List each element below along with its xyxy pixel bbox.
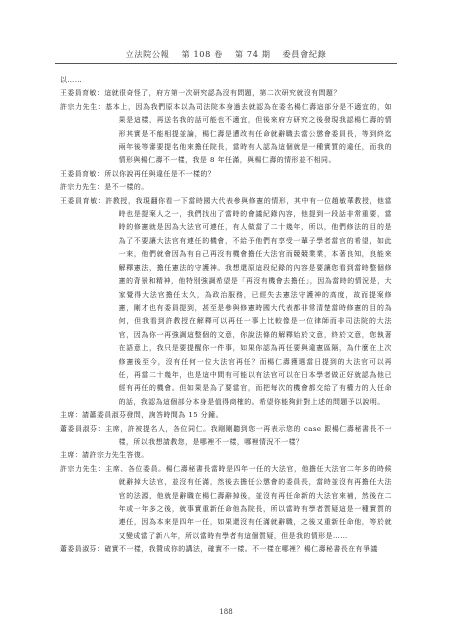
transcript-body [60,74,392,557]
page-header [0,49,452,60]
transcript-paragraph: 許宗力先生：基本上，因為我們原本以為司法院本身過去就認為在委名楊仁壽這部分是不適宜的，如果是這樣，再送名我的話可能也不適宜，但後來府方研究之後發現我認楊仁壽的情形其實是不能相提並論，楊仁壽是遭改有任命就辭職去當公懲會委員長，等到終迄兩年後等審要提名他來擔任院長，當時有人認為這個就是一種實質的違任，而我的情形與楊仁壽不一樣，我是 8 年任滿，與楊仁壽的情形並不相同。 [60,102,392,165]
transcript-paragraph: 王委員育敏：所以你說再任與違任是不一樣的？ [60,169,216,178]
transcript-paragraph: 以…… [60,76,83,84]
transcript-paragraph: 王委員育敏：許教授，我現翻你看一下當時國大代表參與修憲的情形，其中有一位趙敏華教授，他當時也是提案人之一，我們找出了當時的會議紀錄內容，他提到一段話非常重要，當時的修憲就是因為大法官可連任，有人做當了二十幾年，所以，他們修法的目的是為了不要讓大法官有連任的機會，不給予他們有享受一輩子學者當官的希望，如此一來，他們就會因為有自己再沒有機會擔任大法官而競競業業，本著良知，良能來解釋憲法，擔任憲法的守護神。我想還原這段紀錄的內容是要讓您看到當時整個修憲的背景和精神，他特別強調希望是「再沒有機會去擔任」，因為當時的情況是，大家覺得大法官擔任太久，為政治服務，已經失去憲法守護神的高度，故而提案修憲，剛才也有委員提到，甚至是參與修憲時國大代表都非常清楚當時修憲的目的為何，但我看到許教授在解釋可以再任一事上比較像是一位律師而非司法院的大法官，因為你一再強調這整個的文意，你說法條的解釋始於文意，終於文意，您執著在語意上，我只是要提醒你一件事，如果你認為再任要與違憲區隔，為什麼在上次修憲後至今，沒有任何一位大法官再任？而楊仁壽獲選當日提到的大法官可以再任，再當二十幾年，也是這中間有可能以有法官可以在日本學者做正好就認為他已經有再任的機會。但如果是為了要當官，而把每次的機會都交給了有權力的人任命的話，我認為這個部分本身是值得商榷的。希望你能夠針對上述的問題予以說明。 [60,196,392,406]
transcript-paragraph: 王委員育敏：這就很奇怪了，府方第一次研究認為沒有問題，第二次研究就沒有問題？ [60,89,341,98]
transcript-paragraph: 許宗力先生：主席、各位委員。楊仁壽秘書長當時是四年一任的大法官，他擔任大法官二年多的時候就辭掉大法官，並沒有任滿，然後去擔任公懲會的委員長，當時並沒有再擔任大法官的法源，他就是辭職在楊仁壽辭掉後，並沒有再任命新的大法官來補，然後在二年或一年多之後，就事實重新任命他為院長，所以當時有學者質疑這是一種實質的連任，因為本來是四年一任，如果還沒有任滿就辭職，之後又重新任命他，等於就又變成當了新八年，所以當時有學者有這個質疑，但是我的情形是…… [60,464,392,540]
page-number: 188 [219,608,233,616]
transcript-paragraph: 蕭委員淑芬：確實不一樣，我贊成你的講法，確實不一樣。不一樣在哪裡？楊仁壽秘書長在有爭議 [60,545,378,554]
issue-number: 第 74 期 [234,49,271,59]
transcript-paragraph: 主席：請蕭委員淑芬發問，詢答時間為 15 分鐘。 [60,411,223,420]
section-name: 委員會紀錄 [282,49,327,59]
publication-name: 立法院公報 [125,49,170,59]
volume-number: 第 108 卷 [181,49,223,59]
header-rule [55,63,397,64]
transcript-paragraph: 蕭委員淑芬：主席，許被提名人，各位同仁。我剛剛聽到您一再表示您的 case 跟楊仁壽秘書長不一樣，所以我想請教您，是哪裡不一樣，哪裡情況不一樣？ [60,424,392,446]
transcript-paragraph: 主席：請許宗力先生答復。 [60,451,149,460]
transcript-paragraph: 許宗力先生：是不一樣的。 [60,183,149,192]
